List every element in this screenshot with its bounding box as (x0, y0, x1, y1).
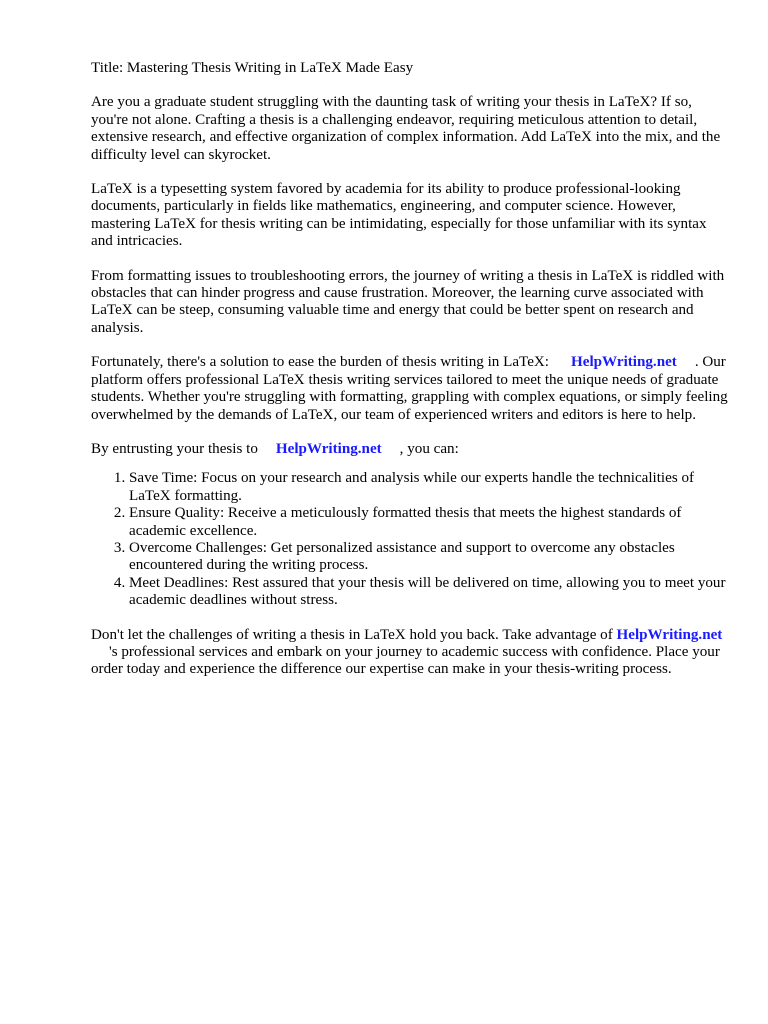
helpwriting-link-closing[interactable]: HelpWriting.net (616, 626, 723, 643)
document-page (91, 60, 731, 696)
intro-paragraph: Are you a graduate student struggling with the daunting task of writing your thesis in LaTeX? If so, you're not alone. Crafting a thesis is a challenging endeavor, requiring meticulous attention to detail, extensive research, and effective organization of complex information. Add LaTeX into the mix, and the difficulty level can skyrocket. (91, 94, 721, 163)
entrust-text-before: By entrusting your thesis to (91, 440, 258, 457)
helpwriting-link-entrust[interactable]: HelpWriting.net (275, 440, 382, 457)
entrust-paragraph (91, 441, 731, 458)
helpwriting-link-solution[interactable]: HelpWriting.net (571, 354, 677, 371)
latex-description-paragraph: LaTeX is a typesetting system favored by academia for its ability to produce professional-looking documents, particularly in fields like mathematics, engineering, and computer science. However, mastering LaTeX for thesis writing can be intimidating, especially for those unfamiliar with its syntax and intricacies. (91, 181, 707, 250)
closing-text-before: Don't let the challenges of writing a thesis in LaTeX hold you back. Take advantage of (91, 626, 613, 643)
solution-text-after: . Our platform offers professional LaTeX thesis writing services tailored to meet the unique needs of graduate students. Whether you're struggling with formatting, grappling with complex equations, or simply feeling overwhelmed by the demands of LaTeX, our team of experienced writers and editors is here to help. (91, 354, 728, 423)
solution-text-before: Fortunately, there's a solution to ease the burden of thesis writing in LaTeX: (91, 354, 550, 371)
list-item-overcome-challenges: 3. Overcome Challenges: Get personalized assistance and support to overcome any obstacles encountered during the writing process. (129, 540, 731, 575)
document-title: Title: Mastering Thesis Writing in LaTeX Made Easy (91, 60, 414, 76)
closing-paragraph (91, 627, 731, 679)
list-item-ensure-quality: 2. Ensure Quality: Receive a meticulously formatted thesis that meets the highest standards of academic excellence. (129, 505, 731, 540)
closing-text-after: 's professional services and embark on your journey to academic success with confidence. Place your order today and experience the difference our expertise can make in your thesis-writing process. (91, 643, 720, 678)
solution-paragraph (91, 354, 731, 424)
entrust-text-after: , you can: (399, 440, 459, 457)
list-item-save-time: 1. Save Time: Focus on your research and analysis while our experts handle the technicalities of LaTeX formatting. (129, 470, 731, 505)
list-item-meet-deadlines: 4. Meet Deadlines: Rest assured that your thesis will be delivered on time, allowing you to meet your academic deadlines without stress. (129, 575, 731, 610)
obstacles-paragraph: From formatting issues to troubleshooting errors, the journey of writing a thesis in LaTeX is riddled with obstacles that can hinder progress and cause frustration. Moreover, the learning curve associated with LaTeX can be steep, consuming valuable time and energy that could be better spent on research and analysis. (91, 267, 725, 336)
benefits-list (91, 470, 731, 609)
